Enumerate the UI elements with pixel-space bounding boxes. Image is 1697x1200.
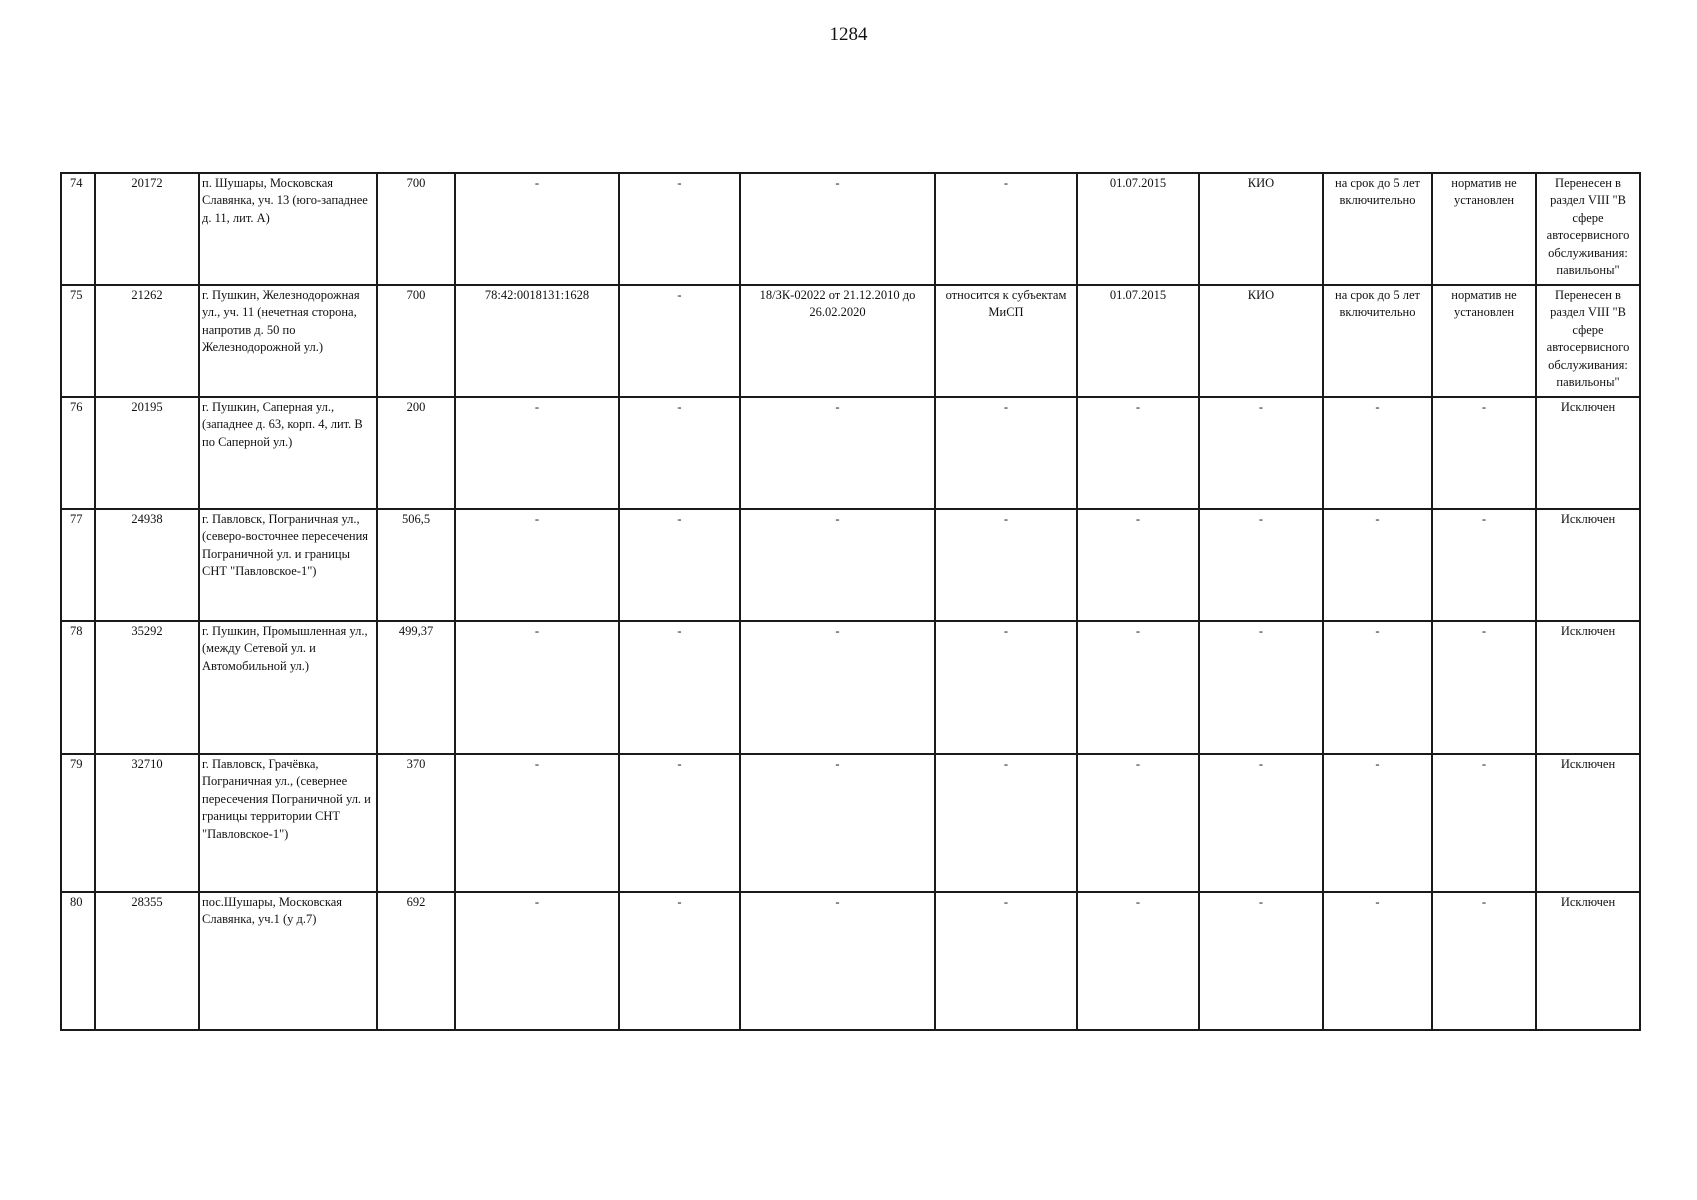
column-6: - [619,754,740,892]
table-row [61,173,1640,285]
date: - [1077,892,1199,1030]
object-id: 21262 [95,285,199,397]
authority: КИО [1199,285,1323,397]
address: г. Пушкин, Саперная ул., (западнее д. 63, корп. 4, лит. В по Саперной ул.) [199,397,377,509]
table-row [61,621,1640,754]
cadastral-number: - [455,397,619,509]
contract: - [740,173,935,285]
subject-status: - [935,754,1077,892]
norm: норматив не установлен [1432,285,1536,397]
column-6: - [619,285,740,397]
page-number: 1284 [829,24,868,45]
row-number: 76 [61,397,95,509]
address: г. Пушкин, Промышленная ул., (между Сетевой ул. и Автомобильной ул.) [199,621,377,754]
contract: - [740,754,935,892]
date: 01.07.2015 [1077,285,1199,397]
norm: - [1432,621,1536,754]
address: г. Пушкин, Железнодорожная ул., уч. 11 (нечетная сторона, напротив д. 50 по Железнодорожной ул.) [199,285,377,397]
area: 499,37 [377,621,455,754]
cadastral-number: - [455,621,619,754]
cadastral-number: - [455,509,619,621]
authority: - [1199,754,1323,892]
norm: - [1432,397,1536,509]
table-row [61,285,1640,397]
subject-status: - [935,621,1077,754]
date: - [1077,754,1199,892]
term: на срок до 5 лет включительно [1323,173,1432,285]
term: - [1323,754,1432,892]
subject-status: относится к субъектам МиСП [935,285,1077,397]
date: - [1077,397,1199,509]
status: Исключен [1536,892,1640,1030]
table-row [61,509,1640,621]
norm: - [1432,509,1536,621]
subject-status: - [935,509,1077,621]
term: - [1323,397,1432,509]
area: 200 [377,397,455,509]
date: 01.07.2015 [1077,173,1199,285]
object-id: 32710 [95,754,199,892]
cadastral-number: - [455,892,619,1030]
row-number: 77 [61,509,95,621]
contract: - [740,397,935,509]
column-6: - [619,621,740,754]
row-number: 80 [61,892,95,1030]
column-6: - [619,892,740,1030]
cadastral-number: - [455,173,619,285]
area: 700 [377,285,455,397]
row-number: 74 [61,173,95,285]
authority: - [1199,892,1323,1030]
norm: норматив не установлен [1432,173,1536,285]
authority: КИО [1199,173,1323,285]
term: на срок до 5 лет включительно [1323,285,1432,397]
term: - [1323,892,1432,1030]
registry-table [60,172,1641,1031]
object-id: 20172 [95,173,199,285]
contract: - [740,892,935,1030]
authority: - [1199,509,1323,621]
status: Исключен [1536,621,1640,754]
address: п. Шушары, Московская Славянка, уч. 13 (юго-западнее д. 11, лит. А) [199,173,377,285]
table-row [61,397,1640,509]
date: - [1077,509,1199,621]
object-id: 28355 [95,892,199,1030]
subject-status: - [935,173,1077,285]
status: Перенесен в раздел VIII "В сфере автосервисного обслуживания: павильоны" [1536,285,1640,397]
norm: - [1432,754,1536,892]
term: - [1323,509,1432,621]
row-number: 78 [61,621,95,754]
column-6: - [619,509,740,621]
contract: 18/ЗК-02022 от 21.12.2010 до 26.02.2020 [740,285,935,397]
area: 700 [377,173,455,285]
address: г. Павловск, Пограничная ул., (северо-восточнее пересечения Пограничной ул. и границы СНТ "Павловское-1") [199,509,377,621]
contract: - [740,509,935,621]
area: 692 [377,892,455,1030]
status: Исключен [1536,509,1640,621]
authority: - [1199,621,1323,754]
cadastral-number: - [455,754,619,892]
address: г. Павловск, Грачёвка, Пограничная ул., (севернее пересечения Пограничной ул. и границы территории СНТ "Павловское-1") [199,754,377,892]
table-row [61,892,1640,1030]
authority: - [1199,397,1323,509]
area: 370 [377,754,455,892]
row-number: 79 [61,754,95,892]
contract: - [740,621,935,754]
status: Исключен [1536,397,1640,509]
status: Перенесен в раздел VIII "В сфере автосервисного обслуживания: павильоны" [1536,173,1640,285]
norm: - [1432,892,1536,1030]
column-6: - [619,397,740,509]
address: пос.Шушары, Московская Славянка, уч.1 (у д.7) [199,892,377,1030]
column-6: - [619,173,740,285]
cadastral-number: 78:42:0018131:1628 [455,285,619,397]
date: - [1077,621,1199,754]
object-id: 35292 [95,621,199,754]
status: Исключен [1536,754,1640,892]
subject-status: - [935,892,1077,1030]
object-id: 24938 [95,509,199,621]
term: - [1323,621,1432,754]
object-id: 20195 [95,397,199,509]
area: 506,5 [377,509,455,621]
subject-status: - [935,397,1077,509]
table-row [61,754,1640,892]
row-number: 75 [61,285,95,397]
